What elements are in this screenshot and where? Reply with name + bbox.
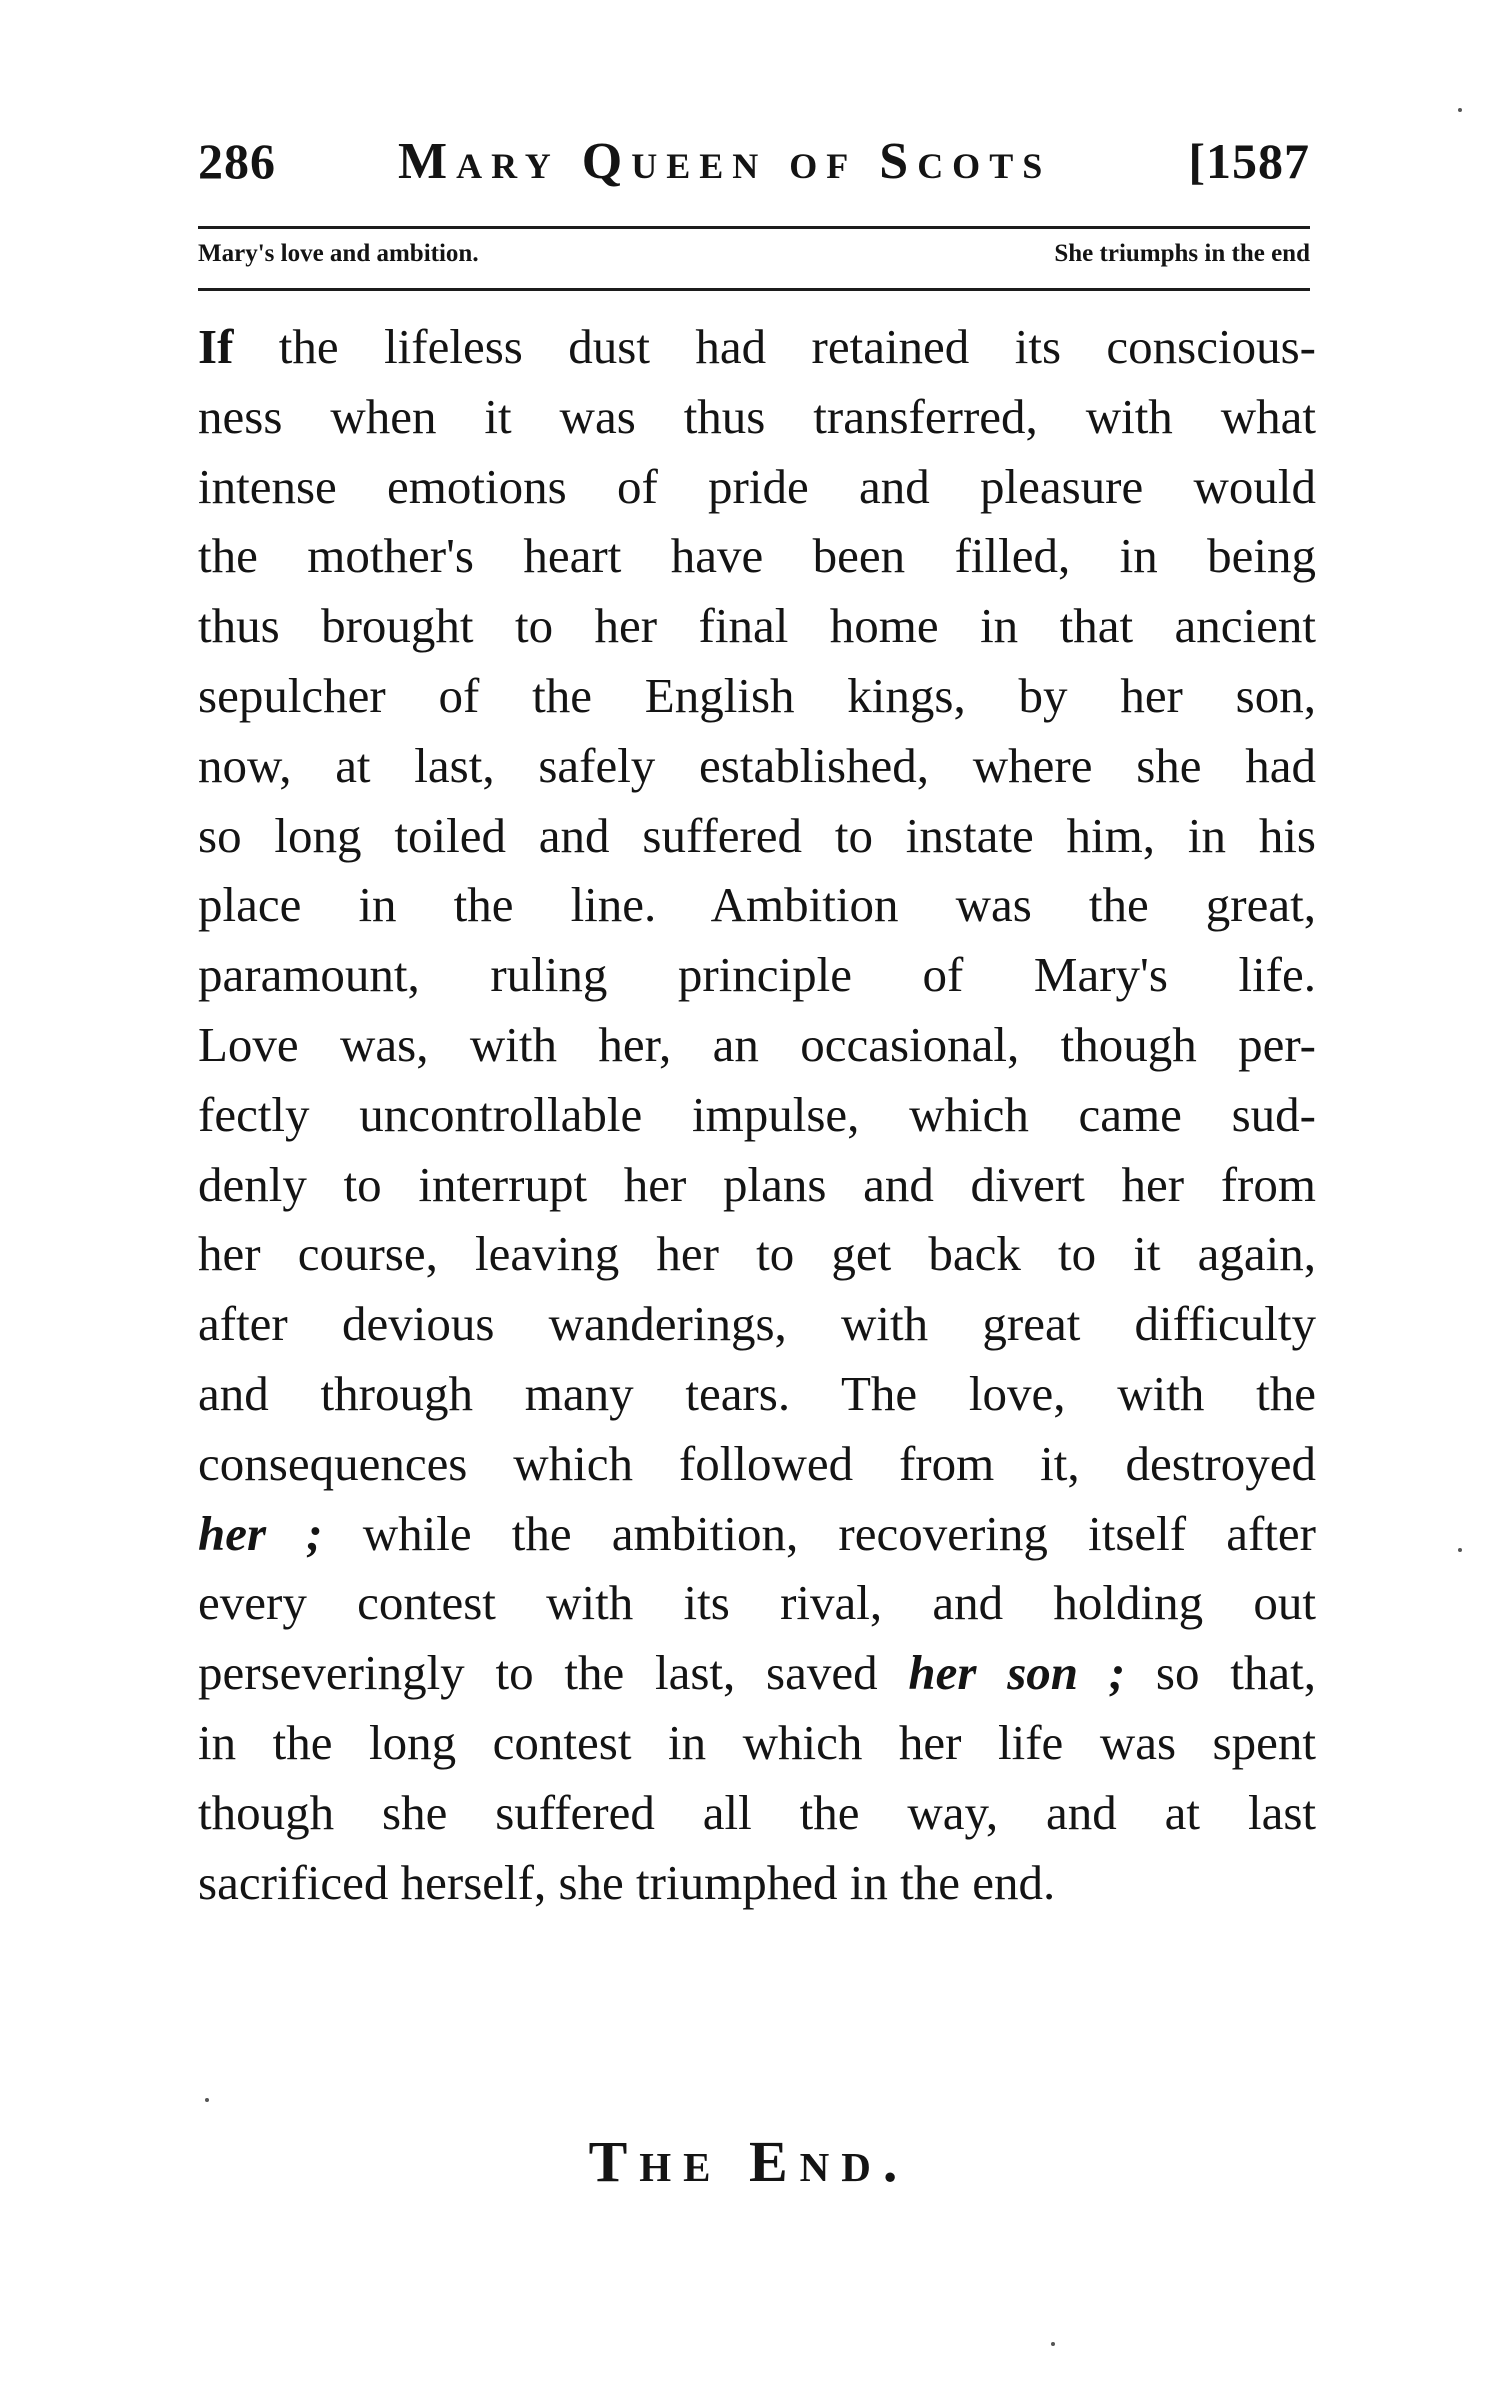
text-line: though she suffered all the way, and at last: [198, 1784, 1316, 1840]
text-line: [198, 312, 1316, 382]
text-line: and through many tears. The love, with the: [198, 1365, 1316, 1421]
text-line: [198, 1638, 1316, 1708]
text-line: in the long contest in which her life was spent: [198, 1714, 1316, 1770]
text-line: Love was, with her, an occasional, though per-: [198, 1016, 1316, 1072]
text-line: after devious wanderings, with great difficulty: [198, 1296, 1316, 1352]
text-line: denly to interrupt her plans and divert her from: [198, 1156, 1316, 1212]
text-fragment: so that,: [1125, 1645, 1316, 1701]
print-speck: [1458, 108, 1462, 112]
text-line: fectly uncontrollable impulse, which came sud-: [198, 1086, 1316, 1142]
page-number: 286: [198, 133, 276, 189]
text-line: ness when it was thus transferred, with what: [198, 388, 1316, 444]
header-rule-bottom: [198, 288, 1310, 291]
text-line: paramount, ruling principle of Mary's life.: [198, 947, 1316, 1003]
text-line: now, at last, safely established, where she had: [198, 737, 1316, 793]
text-line: consequences which followed from it, destroyed: [198, 1435, 1316, 1491]
running-title: Mary Queen of Scots: [398, 133, 1052, 190]
text-line: [198, 1499, 1316, 1569]
sidenote-right: She triumphs in the end: [1054, 240, 1310, 267]
sidenotes: [198, 240, 1310, 280]
opening-word: If: [198, 319, 234, 374]
print-speck: [205, 2098, 209, 2102]
text-fragment: the lifeless dust had retained its conscious-: [233, 319, 1316, 374]
text-line: intense emotions of pride and pleasure would: [198, 458, 1316, 514]
text-line: so long toiled and suffered to instate him, in his: [198, 807, 1316, 863]
print-speck: [1051, 2342, 1055, 2346]
text-line: sacrificed herself, she triumphed in the end.: [198, 1854, 1056, 1910]
italic-her: her ;: [198, 1505, 323, 1561]
italic-her-son: her son ;: [908, 1645, 1126, 1701]
body-paragraph: [198, 312, 1316, 1917]
text-line: sepulcher of the English kings, by her son,: [198, 667, 1316, 723]
header-year: [1587: [1188, 133, 1310, 189]
header-rule-top: [198, 226, 1310, 229]
text-line: her course, leaving her to get back to it again,: [198, 1226, 1316, 1282]
text-fragment: while the ambition, recovering itself after: [322, 1505, 1316, 1561]
sidenote-left: Mary's love and ambition.: [198, 240, 479, 267]
text-line: place in the line. Ambition was the great,: [198, 877, 1316, 933]
text-line: thus brought to her final home in that ancient: [198, 598, 1316, 654]
text-line: the mother's heart have been filled, in being: [198, 528, 1316, 584]
print-speck: [1458, 1548, 1462, 1552]
the-end-heading: The End.: [588, 2129, 910, 2194]
page-header: [198, 132, 1310, 198]
text-fragment: perseveringly to the last, saved: [198, 1645, 909, 1701]
text-line: every contest with its rival, and holding out: [198, 1575, 1316, 1631]
